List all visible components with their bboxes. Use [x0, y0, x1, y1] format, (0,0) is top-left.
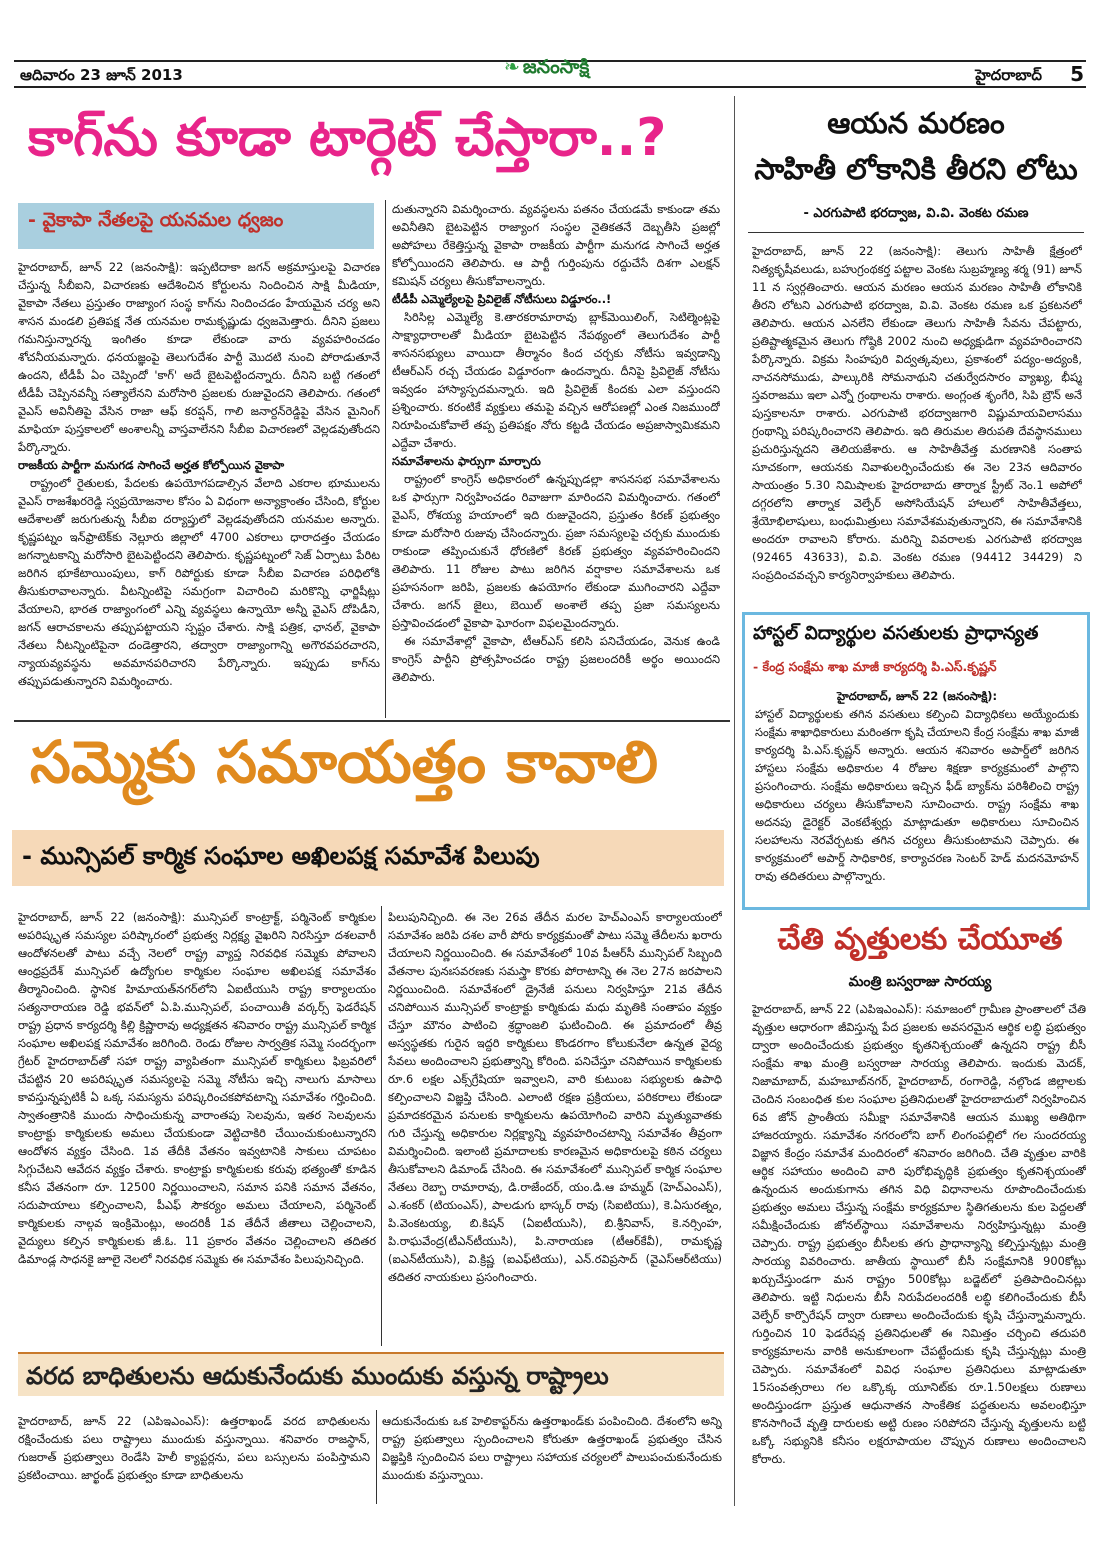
paragraph: రాష్ట్రంలో రైతులకు, పేదలకు ఉపయోగపడాల్సిన వేలాది ఎకరాల భూములను వైఎస్ రాజశేఖరరెడ్డి స్వప్రయోజనాల కోసం ఏ విధంగా అన్యాక్రాంతం చేసింది, కోర్టుల ఆదేశాలతో జరుగుతున్న సీబీఐ దర్యాప్తులో వెల్లడవుతోందని యనమల అన్నారు. కృష్ణపట్నం ఇన్‌ఫ్రాటెక్‌కు నెల్లూరు జిల్లాలో 4700 ఎకరాలు ధారాదత్తం చేయడం జగన్నాటకాన్ని మరోసారి బైటపెట్టిందని తెలిపారు. కృష్ణపట్నంలో సెజ్ ఏర్పాటు పేరిట జరిగిన భూకేటాయింపులు, కాగ్ రిపోర్టుకు కూడా సీబీఐ విచారణ పరిధిలోకి తీసుకురావాలన్నారు. వీటన్నింటిపై సమగ్రంగా విచారించి మరికొన్ని ఛార్జిషీట్లు వేయాలని, భారత రాజ్యాంగంలో ఎన్ని వ్యవస్థలు ఉన్నాయో అన్నీ వైఎస్ దోపిడీని, జగన్ ఆరాచకాలను తప్పుపట్టాయని స్పష్టం చేశారు. సాక్షి పత్రిక, ఛానల్, వైకాపా నేతలు నీటన్నింటిపైనా దండెత్తారని, తద్వారా రాజ్యాంగాన్ని అగౌరవపరచారని, న్యాయవ్యవస్థను అవమానపరిచారని పేర్కొన్నారు. ఇప్పుడు కాగ్‌ను తప్పుపడుతున్నారని విమర్శించారు.: [18, 476, 380, 688]
paragraph: ఈ సమావేశాల్లో వైకాపా, టీఆర్‌ఎస్ కలిసి పనిచేయడం, వెనుక ఉండి కాంగ్రెస్ పార్టీని ప్రోత్సహించడం రాష్ట్ర ప్రజలందరికీ అర్థం అయిందని తెలిపారు.: [392, 634, 720, 684]
right2-headline: హాస్టల్ విద్యార్థుల వసతులకు ప్రాధాన్యత: [753, 623, 1039, 644]
paragraph: హైదరాబాద్, జూన్ 22 (ఎపిఇఎంఎస్): ఉత్తరాఖండ్ వరద బాధితులను రక్షించేందుకు పలు రాష్ట్రాలు ముందుకు వస్తున్నాయి. శనివారం రాజస్థాన్, గుజరాత్ ప్రభుత్వాలు రెండేసి హెలీ క్యాప్టర్లను, పలు బస్సులను పంపిస్తామని ప్రకటించాయి. జార్ఖండ్ ప్రభుత్వం కూడా బాధితులను: [18, 1414, 370, 1482]
article3-column-1: [18, 1412, 370, 1504]
issue-date: ఆదివారం 23 జూన్ 2013: [20, 66, 183, 84]
article1-column-2: [392, 200, 720, 718]
right1-body: [752, 242, 1082, 602]
article1-headline: కాగ్‌ను కూడా టార్గెట్ చేస్తారా..?: [28, 108, 667, 168]
hostel-article-box: [742, 612, 1090, 910]
right3-byline: మంత్రి బస్వరాజు సారయ్య: [848, 974, 992, 990]
paragraph: పిలుపునిచ్చింది. ఈ నెల 26వ తేదీన మరల హెచ్‌ఎంఎస్ కార్యాలయంలో సమావేశం జరిపి దశల వారీ పోరు కార్యక్రమంతో పాటు సమ్మె తేదీలను ఖరారు చేయాలని నిర్ణయించింది. ఈ సమావేశంలో 10వ పీఆర్‌సీ మున్సిపల్ సిబ్బంది వేతనాల పునఃసవరణకు సమస్త్రా కొరకు పోరాటాన్ని ఈ నెల 27న జరపాలని నిర్ణయించింది. సమావేశంలో డ్రైనేజీ పనులు నిర్వహిస్తూ 21వ తేదీన చనిపోయిన మున్సిపల్ కాంట్రాక్టు కార్మికుడు మధు మృతికి సంతాపం వ్యక్తం చేస్తూ మౌనం పాటించి శ్రద్ధాంజలి ఘటించింది. ఈ ప్రమాదంలో తీవ్ర అస్వస్థతకు గురైన ఇద్దరి కార్మికులు కొండరగాం కోలుకునేలా ఉన్నత వైద్య సేవలు అందించాలని ప్రభుత్వాన్ని కోరింది. పనిచేస్తూ చనిపోయిన కార్మికులకు రూ.6 లక్షల ఎక్స్‌గ్రేషియా ఇవ్వాలని, వారి కుటుంబ సభ్యులకు ఉపాధి కల్పించాలని విజ్ఞప్తి చేసింది. ఎలాంటి రక్షణ ప్రక్రియలు, పరికరాలు లేకుండా ప్రమాదకరమైన పనులకు కార్మికులను ఉపయోగించి వారిని మృత్యువాతకు గురి చేస్తున్న అధికారుల నిర్లక్ష్యాన్ని వ్యవహరించటాన్ని సమావేశం తీవ్రంగా విమర్శించింది. ఇలాంటి ప్రమాదాలకు కారణమైన అధికారులపై కఠిన చర్యలు తీసుకోవాలని డిమాండ్ చేసింది. ఈ సమావేశంలో మున్సిపల్ కార్మిక సంఘాల నేతలు రెబ్బా రామారావు, డి.రాజేందర్, యం.డి.ఆ హమ్మద్ (హెచ్‌ఎంఎస్), ఎ.శంకర్ (టియంఎస్), పాలడుగు భాస్కర్ రావు (సిఐటియు), కె.ఏసురత్నం, పి.వెంకటయ్య, బి.కిషన్ (ఏఐటీయుసి), బి.శ్రీనివాస్, కె.నర్సింహ, పి.రాఘవేంద్ర(టీఎన్‌టీయుసి), పి.నారాయణ (టీఆర్‌కేవీ), రామకృష్ణ (ఐఎన్‌టీయుసి), వి.క్రిష్ణ (ఐఎఫ్‌టియు), ఎన్.రవిప్రసాద్ (వైఎస్ఆర్‌టియు) తదితర నాయకులు ప్రసంగించారు.: [388, 910, 722, 1284]
headline-line: సాహితీ లోకానికి తీరని లోటు: [754, 152, 1078, 186]
subheading: సమావేశాలను ఫార్సుగా మార్చారు: [392, 454, 541, 468]
newspaper-logo: [504, 56, 589, 83]
dateline: హైదరాబాద్, జూన్ 22 (జనంసాక్షి):: [836, 689, 998, 703]
paragraph: హైదరాబాద్, జూన్ 22 (జనంసాక్షి): మున్సిపల్ కాంట్రాక్ట్, పర్మినెంట్ కార్మికుల అపరిష్కృత సమస్యల పరిష్కారంలో ప్రభుత్వ నిర్లక్ష్య వైఖరిని నిరసిస్తూ దశలవారీ ఆందోళనలతో పాటు వచ్చే నెలలో రాష్ట్ర వ్యాప్త నిరవధిక సమ్మెకు పోవాలని ఆంధ్రప్రదేశ్ మున్సిపల్ ఉద్యోగుల కార్మికుల సంఘాల అఖిలపక్ష సమావేశం తీర్మానించింది. స్థానిక హిమాయత్‌నగర్‌లోని ఏఐటీయుసి రాష్ట్ర కార్యాలయం సత్యనారాయణ రెడ్డి భవన్‌లో ఏ.పి.మున్సిపల్, పంచాయితీ వర్కర్స్ ఫెడరేషన్ రాష్ట్ర ప్రధాన కార్యదర్శి కిల్లి క్రిష్ణారావు అధ్యక్షతన శనివారం రాష్ట్ర మున్సిపల్ కార్మిక సంఘాల అఖిలపక్ష సమావేశం జరిగింది. రెండు రోజుల సార్వత్రిక సమ్మె సందర్భంగా గ్రేటర్ హైదరాబాద్‌తో సహా రాష్ట్ర వ్యాపితంగా మున్సిపల్ కార్మికులు ఫిబ్రవరిలో చేపట్టిన 20 అపరిష్కృత సమస్యలపై సమ్మె నోటీసు ఇచ్చి నాలుగు మాసాలు కావస్తున్నప్పటికీ ఏ ఒక్క సమస్యను పరిష్కరించకపోవటాన్ని సమావేశం గర్హించింది. స్వాతంత్రానికి ముందు సాధించుకున్న వారాంతపు సెలవును, ఇతర సెలవులను కాంట్రాక్టు కార్మికులకు అమలు చేయకుండా వెట్టిచాకిరి చేయించుకుంటున్నారని ఆందోళన వ్యక్తం చేసింది. 1వ తేదీకి వేతనం ఇవ్వటానికి సాకులు చూపటం సిగ్గుచేటని ఆవేదన వ్యక్తం చేశారు. కాంట్రాక్టు కార్మికులకు కరువు భత్యంతో కూడిన కనీస వేతనంగా రూ. 12500 నిర్ణయించాలని, సమాన పనికి సమాన వేతనం, సదుపాయాలు కల్పించాలని, పీఎఫ్ సౌకర్యం అమలు చేయాలని, పర్మినెంట్ కార్మికులకు నాల్గవ ఇంక్రిమెంట్లు, అందరికీ 1వ తేదీనే జీతాలు చెల్లించాలని, వైద్యులు కల్పిన కార్మికులకు జీ.ఓ. 11 ప్రకారం వేతనం చెల్లించాలని తదితర డిమాండ్ల సాధనకై జూలై నెలలో నిరవధిక సమ్మెకు ఈ సమావేశం పిలుపునిచ్చింది.: [18, 910, 376, 1266]
page-number: 5: [1070, 62, 1084, 86]
subheading: రాజకీయ పార్టీగా మనుగడ సాగించే అర్హత కోల్పోయిన వైకాపా: [18, 458, 285, 472]
paragraph: హైదరాబాద్, జూన్ 22 (జనంసాక్షి): ఇప్పటిదాకా జగన్ అక్రమాస్తులపై విచారణ చేస్తున్న సీబీఐని, విచారణకు ఆదేశించిన కోర్టులను నిందించిన సాక్షి మీడియా, వైకాపా నేతలు ప్రస్తుతం రాజ్యాంగ సంస్థ కాగ్‌ను నిందించడం హేయమైన చర్య అని శాసన మండలి ప్రతిపక్ష నేత యనమల రామకృష్ణుడు ధ్వజమెత్తారు. దీనిని ప్రజలు గమనిస్తున్నారన్న ఇంగితం కూడా లేకుండా వారు వ్యవహరించడం శోచనీయమన్నారు. ధనయజ్ఞంపై తెలుగుదేశం పార్టీ మొదటి నుంచి పోరాడుతూనే ఉందని, టీడీపీ ఏం చెప్పిందో 'కాగ్' అదే బైటపెట్టిందన్నారు. దీనిని బట్టి గతంలో టీడీపీ చెప్పినవన్నీ సత్యాలేనని మరోసారి ప్రజలకు రుజువైందని తెలిపారు. గతంలో వైఎస్ అవినీతిపై వేసిన రాజా ఆఫ్ కరప్షన్, గాలి జనార్దన్‌రెడ్డిపై వేసిన మైనింగ్ మాఫియా పుస్తకాలలో అంశాలన్నీ వాస్తవాలేనని సీబీఐ విచారణలో వెల్లడవుతోందని పేర్కొన్నారు.: [18, 260, 380, 454]
article2-headline: సమ్మెకు సమాయత్తం కావాలి: [30, 728, 659, 796]
right3-body: [752, 1000, 1086, 1506]
paragraph: హైదరాబాద్, జూన్ 22 (ఎపిఇఎంఎస్): సమాజంలో గ్రామీణ ప్రాంతాలలో చేతి వృత్తుల ఆధారంగా జీవిస్తున్న పేద ప్రజలకు అవసరమైన ఆర్థిక లబ్ధి ప్రభుత్వం ద్వారా అందించేందుకు ప్రభుత్వం కృతనిశ్చయంతో ఉన్నదని రాష్ట్ర బీసీ సంక్షేమ శాఖ మంత్రి బస్వరాజు సారయ్య తెలిపారు. ఇందుకు మెదక్, నిజామాబాద్, మహబూబ్‌నగర్, హైదరాబాద్, రంగారెడ్డి, నల్గొండ జిల్లాలకు చెందిన సంబంధిత కుల సంఘాల ప్రతినిధులతో హైదరాబాదులో నిర్వహించిన 6వ జోన్ ప్రాంతీయ సమీక్షా సమావేశానికి ఆయన ముఖ్య అతిథిగా హాజరయ్యారు. సమావేశం నగరంలోని బాగ్ లింగంపల్లిలో గల సుందరయ్య విజ్ఞాన కేంద్రం సమావేశ మందిరంలో శనివారం జరిగింది. చేతి వృత్తుల వారికి ఆర్థిక సహాయం అందించి వారి పురోభివృద్ధికి ప్రభుత్వం కృతనిశ్చయంతో ఉన్నందున అందుకుగాను తగిన విధి విధానాలను రూపొందించేందుకు ప్రభుత్వం అమలు చేస్తున్న సంక్షేమ కార్యక్రమాల స్థితిగతులను కుల పెద్దలతో సమీక్షించేందుకు జోనల్‌స్థాయి సమావేశాలను నిర్వహిస్తున్నట్లు మంత్రి చెప్పారు. రాష్ట్ర ప్రభుత్వం బీసీలకు తగు ప్రాధాన్యాన్ని కల్పిస్తున్నట్లు మంత్రి సారయ్య వివరించారు. జాతీయ స్థాయిలో బీసీ సంక్షేమానికి 900కోట్లు ఖర్చుచేస్తుండగా మన రాష్ట్రం 500కోట్లు బడ్జెట్‌లో ప్రతిపాదించినట్లు తెలిపారు. ఇట్టి నిధులను బీసీ నిరుపేదలందరికీ లబ్ధి కలిగించేందుకు బీసీ వెల్ఫేర్ కార్పొరేషన్ ద్వారా రుణాలు అందించేందుకు కృషి చేస్తున్నామన్నారు. గుర్తించిన 10 ఫెడరేషన్ల ప్రతినిధులతో ఈ నిమిత్తం చర్చించి తదుపరి కార్యక్రమాలను వారికి అనుకూలంగా చేపట్టేందుకు కృషి చేస్తున్నట్లు మంత్రి చెప్పారు. సమావేశంలో వివిధ సంఘాల ప్రతినిధులు మాట్లాడుతూ 15సంవత్సరాలు గల ఒక్కొక్క యూనిట్‌కు రూ.1.50లక్షలు రుణాలు అందిస్తుండగా ప్రస్తుత ఆధునాతన సాంకేతిక పద్ధతులను అవలంభిస్తూ కొనసాగించే వృత్తి దారులకు అట్టి రుణం సరిపోదని చేస్తున్న వృత్తులను బట్టి ఒక్కో సభ్యునికి కనీసం లక్షరూపాయల చొప్పున రుణాలు అందించాలని కోరారు.: [752, 1002, 1086, 1466]
paragraph: ఆదుకునేందుకు ఒక హెలికాప్టర్‌ను ఉత్తరాఖండ్‌కు పంపించింది. దేశంలోని అన్ని రాష్ట్ర ప్రభుత్వాలు స్పందించాలని కోరుతూ ఉత్తరాఖండ్ ప్రభుత్వం చేసిన విజ్ఞప్తికి స్పందించిన పలు రాష్ట్రాలు సహాయక చర్యలలో పాలుపంచుకునేందుకు ముందుకు వస్తున్నాయి.: [382, 1414, 722, 1482]
section-divider: [14, 720, 730, 722]
article1-column-1: [18, 258, 380, 718]
article1-tag: - వైకాపా నేతలపై యనమల ధ్వజం: [18, 203, 374, 249]
column-divider: [381, 906, 382, 1346]
right1-byline: - ఎరగుపాటి భరద్వాజ, వి.వి. వెంకట రమణ: [803, 206, 1029, 221]
article2-column-1: [18, 908, 376, 1348]
column-divider: [385, 200, 386, 718]
paragraph: సిరిసిల్ల ఎమ్మెల్యే కె.తారకరామారావు బ్లాక్‌మెయిలింగ్, సెటిల్మెంట్లపై సాక్ష్యాధారాలతో మీడియా బైటపెట్టిన నేపథ్యంలో తెలుగుదేశం పార్టీ శాసనసభ్యులు వాయిదా తీర్మానం కింద చర్చకు నోటీసు ఇవ్వడాన్ని టీఆర్‌ఎస్ రచ్చ చేయడం విడ్డూరంగా ఉందన్నారు. దీనిపై ప్రివిలైజ్ నోటీసు ఇవ్వడం హాస్యాస్పదమన్నారు. ఇది ప్రివిలైజ్ కిందకు ఎలా వస్తుందని ప్రశ్నించారు. కరంటికే వ్యక్తులు తమపై వచ్చిన ఆరోపణల్లో ఎంత నిజముందో నిరూపించుకోవాలే తప్ప ప్రతిపక్షం నోరు కట్టడి చేయడం అప్రజాస్వామికమని ఎద్దేవా చేశారు.: [392, 310, 720, 450]
headline-line: ఆయన మరణం: [827, 106, 1005, 140]
subheading: టీడీపీ ఎమ్మెల్యేలపై ప్రివిలైజ్ నోటీసులు విడ్డూరం..!: [392, 292, 612, 306]
paragraph: దుతున్నారని విమర్శించారు. వ్యవస్థలను పతనం చేయడమే కాకుండా తమ అవినీతిని బైటపెట్టిన రాజ్యాంగ సంస్థల నైతికతనే దెబ్బతీసి ప్రజల్లో అపోహలు రేకెత్తిస్తున్న వైకాపా రాజకీయ పార్టీగా మనుగడ సాగించే అర్హత కోల్పోయిందని తెలిపారు. ఆ పార్టీ గుర్తింపును రద్దుచేసే దిశగా ఎలక్షన్ కమిషన్ చర్యలు తీసుకోవాలన్నారు.: [392, 202, 720, 288]
article2-tag: - మున్సిపల్ కార్మిక సంఘాల అఖిలపక్ష సమావేశ పిలుపు: [12, 830, 724, 886]
right2-byline: - కేంద్ర సంక్షేమ శాఖ మాజీ కార్యదర్శి పి.ఎస్.కృష్ణన్: [753, 659, 997, 674]
masthead: [14, 56, 1086, 88]
page-column-divider: [734, 96, 735, 1506]
article3-column-2: [382, 1412, 722, 1504]
paragraph: రాష్ట్రంలో కాంగ్రెస్ అధికారంలో ఉన్నప్పుడల్లా శాసనసభ సమావేశాలను ఒక ఫార్సుగా నిర్వహించడం రివాజుగా మారిందని విమర్శించారు. గతంలో వైఎస్, రోశయ్య హయాంలో ఇది రుజువైందని, ప్రస్తుతం కిరణ్ ప్రభుత్వం కూడా మరోసారి రుజువు చేసిందన్నారు. ప్రజా సమస్యలపై చర్చకు ముందుకు రాకుండా తప్పించుకునే ధోరణిలో కిరణ్ ప్రభుత్వం వ్యవహరించిందని తెలిపారు. 11 రోజుల పాటు జరిగిన వర్షాకాల సమావేశాలను ఒక ప్రహసనంగా జరిపి, ప్రజలకు ఉపయోగం లేకుండా ముగించారని ఎద్దేవా చేశారు. జగన్ జైలు, బెయిల్ అంశాలే తప్ప ప్రజా సమస్యలను ప్రస్తావించడంలో వైకాపా ఘోరంగా విఫలమైందన్నారు.: [392, 472, 720, 630]
column-divider: [376, 1410, 377, 1504]
right2-body: [755, 687, 1079, 903]
logo-text: జనంసాక్షి: [522, 56, 590, 78]
right1-headline: [744, 100, 1088, 192]
paragraph: హైదరాబాద్, జూన్ 22 (జనంసాక్షి): తెలుగు సాహితీ క్షేత్రంలో నిత్యకృషీవలుడు, బహుగ్రంథకర్త పట్టాల వెంకట సుబ్రహ్మణ్య శర్మ (91) జూన్ 11 న స్వర్గతించారు. ఆయన మరణం ఆయన మరణం సాహితీ లోకానికి తీరని లోటని ఎరగుపాటి భరద్వాజ, వి.వి. వెంకట రమణ ఒక ప్రకటనలో తెలిపారు. ఆయన ఎనలేని లేకుండా తెలుగు సాహితీ సేవను చేపట్టారు, ప్రతిష్టాత్మకమైన తెలుగు గోష్ఠికి 2002 నుంచి అధ్యక్షుడిగా వ్యవహరించారని పేర్కొన్నారు. విక్రమ సింహపురి విద్వత్కవులు, ప్రకాశంలో పద్యం-అద్యంకి, నాచనసోముడు, పాల్కురికి సోమనాథుని చతుర్వేదసారం వ్యాఖ్య, భీష్మ స్తవరాజము ఇలా ఎన్నో గ్రంథాలను రాశారు. అంగ్లంత శృంగేరి, సిపి బ్రౌన్ అనే పుస్తకాలనూ రాశారు. ఎరగుపాటి భరద్వాజగారి విష్ణుమాయవిలాసము గ్రంథాన్ని పరిష్కరించారని తెలిపారు. ఇది తిరుమల తిరుపతి దేవస్థానములు ప్రచురిస్తున్నదని తెలియజేశారు. ఆ సాహితీవేత్త మరణానికి సంతాప సూచకంగా, ఆయనకు నివాళులర్పించేందుకు ఈ నెల 23న ఆదివారం సాయంత్రం 5.30 నిమిషాలకు హైదరాబాదు తార్నాక స్ట్రీట్ నెం.1 అపోలో దగ్గరలోని తార్నాక వెల్ఫేర్ అసోసియేషన్ హాలులో సాహితీవేత్తలు, శ్రేయోభిలాషులు, బంధుమిత్రులు సమావేశమవుతున్నారని, ఈ సమావేశానికి అందరూ రావాలని కోరారు. మరిన్ని వివరాలకు ఎరగుపాటి భరద్వాజ (92465 43633), వి.వి. వెంకట రమణ (94412 34429) ని సంప్రదించవచ్చని కార్యనిర్వాహకులు తెలిపారు.: [752, 244, 1082, 582]
article2-column-2: [388, 908, 722, 1348]
leaf-icon: ❧: [504, 56, 520, 78]
paragraph: హాస్టల్ విద్యార్థులకు తగిన వసతులు కల్పించి విద్యాధికలు అయ్యేందుకు సంక్షేమ శాఖాధికారులు మరింతగా కృషి చేయాలని కేంద్ర సంక్షేమ శాఖ మాజీ కార్యదర్శి పి.ఎస్.కృష్ణన్ అన్నారు. ఆయన శనివారం అపార్డ్‌లో జరిగిన హాస్టలు సంక్షేమ అధికారుల 4 రోజుల శిక్షణా కార్యక్రమంలో పాల్గొని ప్రసంగించారు. సంక్షేమ అధికారులు ఇచ్చిన ఫీడ్ బ్యాక్‌ను పరిశీలించి రాష్ట్ర అధికారులు చర్యలు తీసుకోవాలని సూచించారు. రాష్ట్ర సంక్షేమ శాఖ అదనపు డైరెక్టర్ వెంకటేశ్వర్లు మాట్లాడుతూ అధికారులు సూచించిన సలహాలను నెరవేర్చటకు తగిన చర్యలు తీసుకుంటామని చెప్పారు. ఈ కార్యక్రమంలో అపార్డ్ సాధికారిక, కార్యాచరణ సెంటర్ హెడ్ మదనమోహన్ రావు తదితరులు పాల్గొన్నారు.: [755, 707, 1079, 883]
article3-headline: వరద బాధితులను ఆదుకునేందుకు ముందుకు వస్తున్న రాష్ట్రాలు: [18, 1352, 724, 1396]
byline-divider: [748, 232, 1084, 233]
edition-city: హైదరాబాద్: [975, 66, 1042, 84]
right3-headline: చేతి వృత్తులకు చేయూత: [777, 922, 1063, 957]
